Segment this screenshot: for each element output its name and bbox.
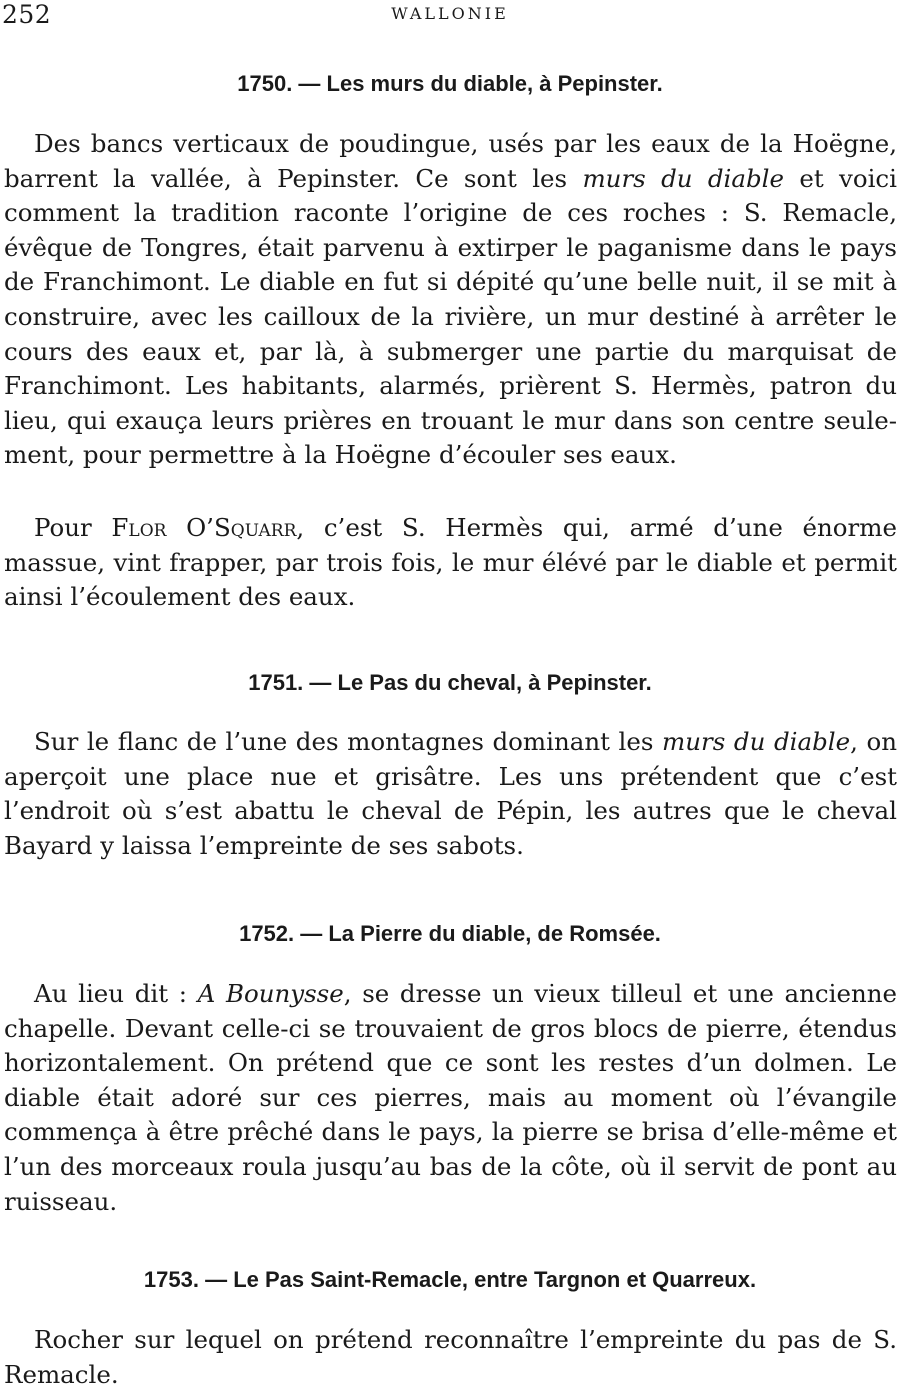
- section-title-1752: 1752. — La Pierre du diable, de Romsée.: [239, 921, 661, 946]
- emphasis-a-bounysse: A Bounysse: [197, 979, 344, 1008]
- page-number: 252: [2, 0, 52, 29]
- author-name: Flor O’Squarr: [111, 513, 297, 542]
- section-title-1753: 1753. — Le Pas Saint-Remacle, entre Targnon et Quarreux.: [143, 1267, 757, 1292]
- paragraph-1750-2: Pour Flor O’Squarr, c’est S. Hermès qui, armé d’une énorme massue, vint frapper, par trois fois, le mur élévé par le diable et permit ainsi l’écoulement des eaux.: [4, 513, 897, 612]
- page-header: [0, 0, 900, 30]
- paragraph-1752-1: Au lieu dit : A Bounysse, se dresse un vieux tilleul et une ancienne chapelle. Devant celle-ci se trouvaient de gros blocs de pierre, étendus horizontalement. On prétend que ce sont les restes d’un dolmen. Le diable était adoré sur ces pierres, mais au moment où l’évangile commença à être prêché dans le pays, la pierre se brisa d’elle-même et l’un des morceaux roula jusqu’au bas de la côte, où il servit de pont au ruisseau.: [4, 979, 898, 1216]
- emphasis-murs-du-diable: murs du diable: [662, 727, 851, 756]
- emphasis-murs-du-diable: murs du diable: [582, 163, 784, 193]
- paragraph-1753-1: Rocher sur lequel on prétend reconnaître l’empreinte du pas de S. Remacle.: [4, 1325, 897, 1389]
- paragraph-1751-1: Sur le flanc de l’une des montagnes dominant les murs du diable, on aperçoit une place nue et grisâtre. Les uns prétendent que c’est l’endroit où s’est abattu le cheval de Pépin, les autres que le cheval Bayard y laissa l’empreinte de ses sabots.: [4, 727, 898, 860]
- running-title: WALLONIE: [391, 4, 509, 23]
- section-title-1751: 1751. — Le Pas du cheval, à Pepinster.: [248, 670, 652, 695]
- paragraph-1750-1: Des bancs verticaux de poudingue, usés par les eaux de la Hoëgne, barrent la vallée, à Pepinster. Ce sont les murs du diable et voici comment la tradition raconte l’origine de ces roches : S. Remacle, évêque de Tongres, était parvenu à extirper le paganisme dans le pays de Franchimont. Le diable en fut si dépité qu’une belle nuit, il se mit à construire, avec les cailloux de la rivière, un mur destiné à arrêter le cours des eaux et, par là, à submerger une partie du marquisat de Franchimont. Les habitants, alarmés, prièrent S. Hermès, patron du lieu, qui exauça leurs prières en trouant le mur dans son centre seulement, pour permettre à la Hoëgne d’écouler ses eaux.: [4, 129, 897, 470]
- section-title-1750: 1750. — Les murs du diable, à Pepinster.: [237, 71, 663, 96]
